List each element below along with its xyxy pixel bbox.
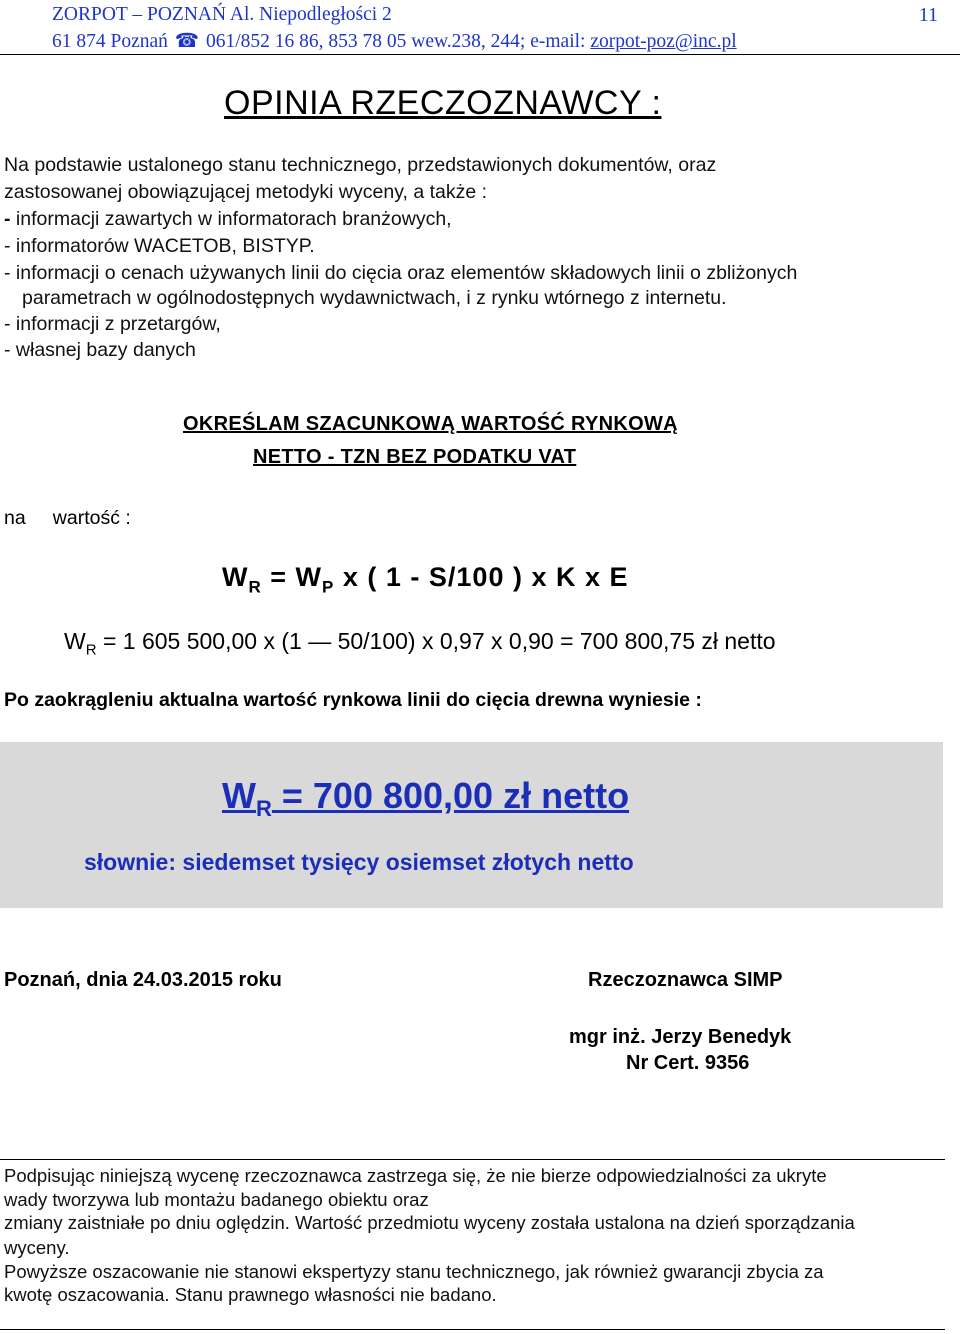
list-item-text: informacji z przetargów, [15,313,221,335]
list-item-text: informacji o cenach używanych linii do cięcia oraz elementów składowych linii o zbliżonych [15,262,798,284]
list-dash: - [4,208,11,230]
phone-icon: ☎ [174,31,200,52]
signature-cert: Nr Cert. 9356 [626,1052,750,1074]
list-dash: - [4,339,11,361]
formula-w: W [222,562,249,592]
signature-date: Poznań, dnia 24.03.2015 roku [4,969,282,991]
valuation-calculation [64,628,776,659]
result-box [0,742,943,908]
signature-role: Rzeczoznawca SIMP [588,969,783,991]
footer-divider-bottom [0,1329,945,1330]
statement-line-2: NETTO - TZN BEZ PODATKU VAT [253,446,577,468]
formula-eq-w: = W [261,562,323,592]
value-label: na wartość : [4,507,131,529]
header-address: ZORPOT – POZNAŃ Al. Niepodległości 2 [52,4,392,25]
result-value [222,775,629,822]
list-item-text: własnej bazy danych [15,339,196,361]
footer-line: wyceny. [4,1237,70,1258]
list-dash: - [4,313,11,335]
result-amount: = 700 800,00 zł netto [271,775,630,816]
list-item-text: informacji zawartych w informatorach branżowych, [15,208,452,230]
list-dash: - [4,262,11,284]
result-sub-r: R [255,796,272,822]
list-dash: - [4,235,11,257]
intro-line-1: Na podstawie ustalonego stanu technicznego, przedstawionych dokumentów, oraz [4,154,717,176]
email-link[interactable]: zorpot-poz@inc.pl [590,31,737,52]
list-item-continuation: parametrach w ogólnodostępnych wydawnictwach, i z rynku wtórnego z internetu. [22,287,727,309]
valuation-formula [222,562,629,597]
document-title: OPINIA RZECZOZNAWCY : [224,84,662,122]
list-item [4,262,797,285]
calc-rest: = 1 605 500,00 x (1 — 50/100) x 0,97 x 0,90 = 700 800,75 zł netto [96,628,776,654]
intro-line-2: zastosowanej obowiązującej metodyki wyceny, a także : [4,181,488,203]
statement-line-1: OKREŚLAM SZACUNKOWĄ WARTOŚĆ RYNKOWĄ [183,413,678,435]
header-divider [0,54,960,55]
list-item [4,313,221,336]
header-phones: 061/852 16 86, 853 78 05 wew.238, 244; e-mail: [205,31,586,52]
list-item-text: informatorów WACETOB, BISTYP. [15,235,315,257]
footer-line: wady tworzywa lub montażu badanego obiektu oraz [4,1189,429,1210]
header-city: 61 874 Poznań [52,31,168,52]
result-w: W [222,775,256,816]
page-number: 11 [918,4,938,26]
footer-line: kwotę oszacowania. Stanu prawnego własności nie badano. [4,1284,497,1305]
formula-sub-r: R [248,577,262,597]
formula-rest: x ( 1 - S/100 ) x K x E [334,562,629,592]
signature-name: mgr inż. Jerzy Benedyk [569,1026,792,1048]
footer-line: Powyższe oszacowanie nie stanowi ekspertyzy stanu technicznego, jak również gwarancji zbycia za [4,1261,824,1282]
rounding-text: Po zaokrągleniu aktualna wartość rynkowa linii do cięcia drewna wyniesie : [4,689,702,711]
header-contact [52,29,737,53]
list-item [4,339,196,362]
list-item [4,208,452,231]
footer-line: zmiany zaistniałe po dniu oględzin. Wartość przedmiotu wyceny została ustalona na dzień sporządzania [4,1212,855,1233]
formula-sub-p: P [322,577,335,597]
calc-w: W [64,628,86,654]
list-item [4,235,315,258]
footer-line: Podpisując niniejszą wycenę rzeczoznawca zastrzega się, że nie bierze odpowiedzialności za ukryte [4,1165,827,1186]
calc-sub-r: R [85,641,97,659]
result-in-words: słownie: siedemset tysięcy osiemset złotych netto [84,849,634,875]
footer-divider-top [0,1159,945,1160]
